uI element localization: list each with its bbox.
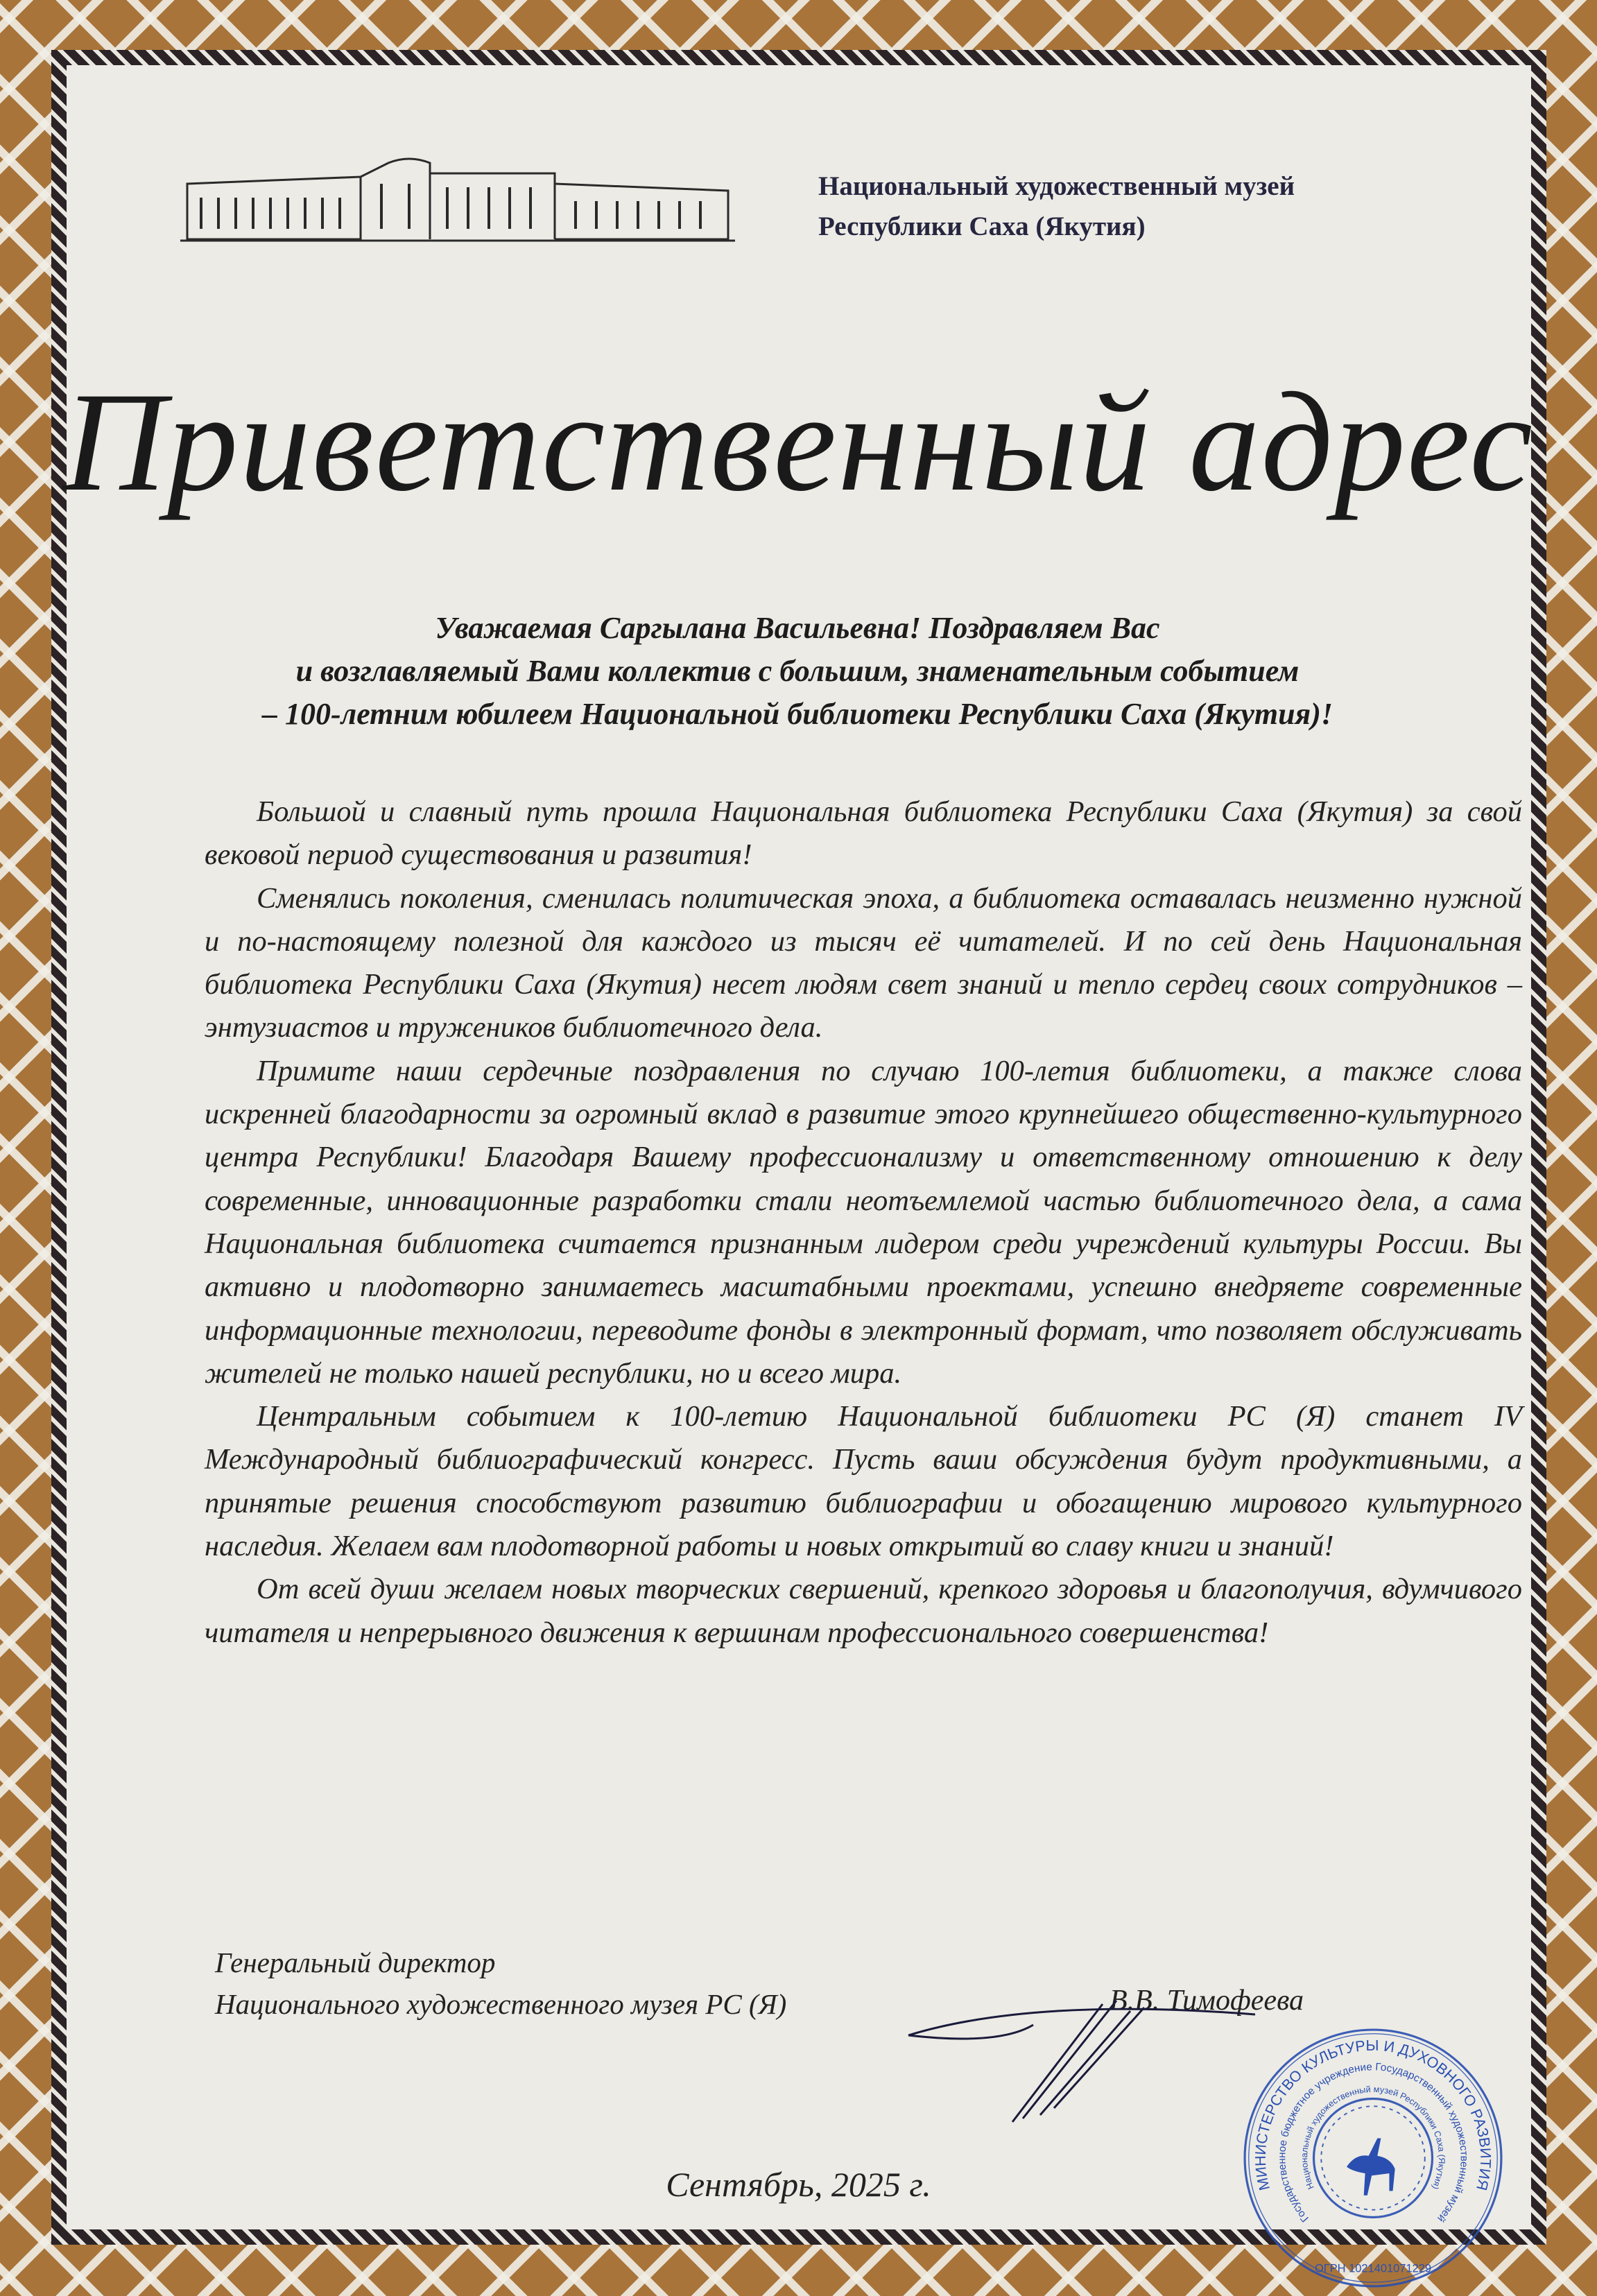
official-seal xyxy=(1241,2026,1505,2290)
seal-inner-text: Национальный художественный музей Республики Саха (Якутия) xyxy=(1299,2084,1447,2191)
signatory-position xyxy=(215,1942,786,2025)
greeting-line: – 100-летним юбилеем Национальной библиотеки Республики Саха (Якутия)! xyxy=(261,697,1333,731)
greeting-line: Уважаемая Саргылана Васильевна! Поздравляем Вас xyxy=(435,611,1160,645)
paragraph: Большой и славный путь прошла Национальная библиотека Республики Саха (Якутия) за свой вековой период существования и развития! xyxy=(205,795,1522,872)
museum-name-line1: Национальный художественный музей xyxy=(818,171,1295,201)
document-title: Приветственный адрес xyxy=(62,363,1535,521)
seal-outer-text: МИНИСТЕРСТВО КУЛЬТУРЫ И ДУХОВНОГО РАЗВИТИЯ xyxy=(1252,2037,1494,2193)
paragraph: Центральным событием к 100-летию Национальной библиотеки РС (Я) станет IV Международный библиографический конгресс. Пусть ваши обсуждения будут продуктивными, а принятые решения способствуют развитию библиографии и обогащению мирового культурного наследия. Желаем вам плодотворной работы и новых открытий во славу книги и знаний! xyxy=(205,1400,1522,1563)
seal-middle-text: Государственное бюджетное учреждение Государственный художественный музей xyxy=(1276,2061,1470,2225)
paragraph: Примите наши сердечные поздравления по случаю 100-летия библиотеки, а также слова искренней благодарности за огромный вклад в развитие этого крупнейшего общественно-культурного центра Республики! Благодаря Вашему профессионализму и ответственному отношению к делу современные, инновационные разработки стали неотъемлемой частью библиотечного дела, а сама Национальная библиотека считается признанным лидером среди учреждений культуры России. Вы активно и плодотворно занимаетесь масштабными проектами, успешно внедряете современные информационные технологии, переводите фонды в электронный формат, что позволяет обслуживать жителей не только нашей республики, но и всего мира. xyxy=(205,1054,1522,1390)
horse-rider-emblem xyxy=(1347,2139,1395,2195)
handwritten-signature xyxy=(895,1942,1283,2150)
paragraph: Сменялись поколения, сменилась политическая эпоха, а библиотека оставалась неизменно нужной и по-настоящему полезной для каждого из тысяч её читателей. И по сей день Национальная библиотека Республики Саха (Якутия) несет людям свет знаний и тепло сердец своих сотрудников – энтузиастов и тружеников библиотечного дела. xyxy=(205,881,1522,1044)
greeting xyxy=(139,607,1456,736)
seal-ogrn: ОГРН 1021401071229 xyxy=(1314,2262,1432,2275)
signatory-name: В.В. Тимофеева xyxy=(1110,1985,1304,2017)
museum-name xyxy=(818,166,1295,247)
position-line2: Национального художественного музея РС (Я) xyxy=(215,1988,787,2020)
museum-building-logo xyxy=(180,156,735,243)
paragraph: От всей души желаем новых творческих свершений, крепкого здоровья и благополучия, вдумчивого читателя и непрерывного движения к вершинам профессионального совершенства! xyxy=(205,1573,1522,1649)
document-date: Сентябрь, 2025 г. xyxy=(666,2165,931,2204)
museum-name-line2: Республики Саха (Якутия) xyxy=(818,212,1146,241)
greeting-line: и возглавляемый Вами коллектив с большим, знаменательным событием xyxy=(295,654,1300,688)
letter-body xyxy=(205,791,1522,1655)
position-line1: Генеральный директор xyxy=(215,1947,496,1978)
